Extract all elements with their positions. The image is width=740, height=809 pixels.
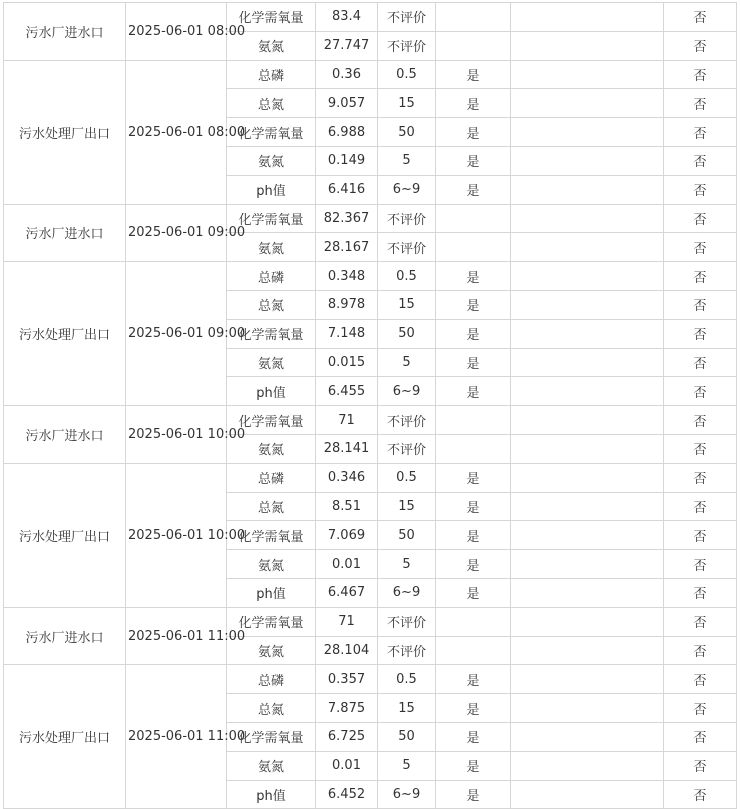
blank-cell — [511, 722, 664, 751]
blank-cell — [511, 233, 664, 262]
exceed-cell: 否 — [664, 31, 737, 60]
standard-cell: 50 — [378, 521, 436, 550]
exceed-cell: 否 — [664, 607, 737, 636]
pass-cell: 是 — [436, 175, 511, 204]
standard-cell: 5 — [378, 550, 436, 579]
table-row — [4, 204, 737, 233]
pass-cell: 是 — [436, 463, 511, 492]
pass-cell: 是 — [436, 348, 511, 377]
item-cell: 总磷 — [227, 463, 316, 492]
exceed-cell: 否 — [664, 463, 737, 492]
exceed-cell: 否 — [664, 146, 737, 175]
standard-cell: 不评价 — [378, 204, 436, 233]
pass-cell: 是 — [436, 60, 511, 89]
value-cell: 7.148 — [316, 319, 378, 348]
exceed-cell: 否 — [664, 319, 737, 348]
value-cell: 71 — [316, 607, 378, 636]
value-cell: 0.01 — [316, 550, 378, 579]
value-cell: 7.875 — [316, 694, 378, 723]
value-cell: 7.069 — [316, 521, 378, 550]
standard-cell: 不评价 — [378, 607, 436, 636]
pass-cell: 是 — [436, 751, 511, 780]
value-cell: 0.015 — [316, 348, 378, 377]
blank-cell — [511, 175, 664, 204]
pass-cell: 是 — [436, 377, 511, 406]
pass-cell: 是 — [436, 521, 511, 550]
table-row — [4, 406, 737, 435]
standard-cell: 5 — [378, 348, 436, 377]
item-cell: 总氮 — [227, 694, 316, 723]
standard-cell: 不评价 — [378, 233, 436, 262]
exceed-cell: 否 — [664, 550, 737, 579]
time-cell: 2025-06-01 08:00 — [126, 3, 227, 61]
item-cell: 氨氮 — [227, 550, 316, 579]
exceed-cell: 否 — [664, 3, 737, 32]
pass-cell: 是 — [436, 319, 511, 348]
pass-cell: 是 — [436, 146, 511, 175]
item-cell: 氨氮 — [227, 636, 316, 665]
pass-cell: 是 — [436, 290, 511, 319]
value-cell: 28.104 — [316, 636, 378, 665]
value-cell: 28.141 — [316, 434, 378, 463]
item-cell: 化学需氧量 — [227, 3, 316, 32]
value-cell: 6.455 — [316, 377, 378, 406]
exceed-cell: 否 — [664, 694, 737, 723]
pass-cell: 是 — [436, 89, 511, 118]
blank-cell — [511, 694, 664, 723]
item-cell: ph值 — [227, 377, 316, 406]
pass-cell: 是 — [436, 722, 511, 751]
standard-cell: 不评价 — [378, 3, 436, 32]
exceed-cell: 否 — [664, 262, 737, 291]
exceed-cell: 否 — [664, 118, 737, 147]
value-cell: 0.348 — [316, 262, 378, 291]
item-cell: 化学需氧量 — [227, 406, 316, 435]
item-cell: 氨氮 — [227, 751, 316, 780]
exceed-cell: 否 — [664, 665, 737, 694]
exceed-cell: 否 — [664, 377, 737, 406]
standard-cell: 0.5 — [378, 665, 436, 694]
standard-cell: 0.5 — [378, 463, 436, 492]
standard-cell: 15 — [378, 89, 436, 118]
time-cell: 2025-06-01 08:00 — [126, 60, 227, 204]
pass-cell: 是 — [436, 694, 511, 723]
exceed-cell: 否 — [664, 233, 737, 262]
site-cell: 污水处理厂出口 — [4, 60, 126, 204]
blank-cell — [511, 463, 664, 492]
standard-cell: 50 — [378, 722, 436, 751]
value-cell: 28.167 — [316, 233, 378, 262]
value-cell: 6.467 — [316, 578, 378, 607]
blank-cell — [511, 665, 664, 694]
item-cell: ph值 — [227, 578, 316, 607]
blank-cell — [511, 550, 664, 579]
item-cell: 氨氮 — [227, 348, 316, 377]
exceed-cell: 否 — [664, 204, 737, 233]
value-cell: 0.36 — [316, 60, 378, 89]
pass-cell: 是 — [436, 780, 511, 809]
item-cell: 化学需氧量 — [227, 118, 316, 147]
exceed-cell: 否 — [664, 89, 737, 118]
blank-cell — [511, 146, 664, 175]
pass-cell: 是 — [436, 550, 511, 579]
site-cell: 污水厂进水口 — [4, 204, 126, 262]
exceed-cell: 否 — [664, 636, 737, 665]
table-row — [4, 262, 737, 291]
value-cell: 0.346 — [316, 463, 378, 492]
standard-cell: 6~9 — [378, 578, 436, 607]
blank-cell — [511, 607, 664, 636]
standard-cell: 0.5 — [378, 60, 436, 89]
blank-cell — [511, 31, 664, 60]
item-cell: 氨氮 — [227, 146, 316, 175]
time-cell: 2025-06-01 09:00 — [126, 204, 227, 262]
value-cell: 0.01 — [316, 751, 378, 780]
exceed-cell: 否 — [664, 175, 737, 204]
site-cell: 污水处理厂出口 — [4, 665, 126, 809]
time-cell: 2025-06-01 11:00 — [126, 665, 227, 809]
item-cell: 总氮 — [227, 492, 316, 521]
value-cell: 83.4 — [316, 3, 378, 32]
exceed-cell: 否 — [664, 348, 737, 377]
site-cell: 污水厂进水口 — [4, 406, 126, 464]
standard-cell: 5 — [378, 751, 436, 780]
item-cell: 化学需氧量 — [227, 204, 316, 233]
item-cell: ph值 — [227, 175, 316, 204]
exceed-cell: 否 — [664, 722, 737, 751]
blank-cell — [511, 319, 664, 348]
blank-cell — [511, 60, 664, 89]
standard-cell: 不评价 — [378, 31, 436, 60]
standard-cell: 15 — [378, 290, 436, 319]
blank-cell — [511, 780, 664, 809]
standard-cell: 50 — [378, 319, 436, 348]
standard-cell: 6~9 — [378, 175, 436, 204]
exceed-cell: 否 — [664, 492, 737, 521]
blank-cell — [511, 751, 664, 780]
blank-cell — [511, 118, 664, 147]
standard-cell: 不评价 — [378, 636, 436, 665]
blank-cell — [511, 578, 664, 607]
item-cell: 总氮 — [227, 290, 316, 319]
exceed-cell: 否 — [664, 751, 737, 780]
standard-cell: 不评价 — [378, 406, 436, 435]
value-cell: 82.367 — [316, 204, 378, 233]
pass-cell — [436, 3, 511, 32]
exceed-cell: 否 — [664, 434, 737, 463]
value-cell: 6.988 — [316, 118, 378, 147]
site-cell: 污水厂进水口 — [4, 3, 126, 61]
site-cell: 污水处理厂出口 — [4, 262, 126, 406]
exceed-cell: 否 — [664, 290, 737, 319]
value-cell: 0.149 — [316, 146, 378, 175]
standard-cell: 6~9 — [378, 780, 436, 809]
exceed-cell: 否 — [664, 406, 737, 435]
standard-cell: 15 — [378, 492, 436, 521]
standard-cell: 0.5 — [378, 262, 436, 291]
exceed-cell: 否 — [664, 578, 737, 607]
pass-cell — [436, 636, 511, 665]
time-cell: 2025-06-01 10:00 — [126, 463, 227, 607]
table-row — [4, 60, 737, 89]
pass-cell — [436, 607, 511, 636]
pass-cell — [436, 233, 511, 262]
site-cell: 污水处理厂出口 — [4, 463, 126, 607]
time-cell: 2025-06-01 10:00 — [126, 406, 227, 464]
time-cell: 2025-06-01 11:00 — [126, 607, 227, 665]
item-cell: 总磷 — [227, 262, 316, 291]
blank-cell — [511, 406, 664, 435]
value-cell: 0.357 — [316, 665, 378, 694]
item-cell: ph值 — [227, 780, 316, 809]
exceed-cell: 否 — [664, 60, 737, 89]
table-row — [4, 3, 737, 32]
exceed-cell: 否 — [664, 780, 737, 809]
item-cell: 化学需氧量 — [227, 722, 316, 751]
pass-cell: 是 — [436, 665, 511, 694]
value-cell: 71 — [316, 406, 378, 435]
blank-cell — [511, 204, 664, 233]
blank-cell — [511, 89, 664, 118]
table-body — [4, 3, 737, 809]
value-cell: 9.057 — [316, 89, 378, 118]
item-cell: 总磷 — [227, 60, 316, 89]
item-cell: 氨氮 — [227, 233, 316, 262]
pass-cell: 是 — [436, 118, 511, 147]
standard-cell: 5 — [378, 146, 436, 175]
pass-cell: 是 — [436, 492, 511, 521]
item-cell: 总磷 — [227, 665, 316, 694]
blank-cell — [511, 290, 664, 319]
standard-cell: 50 — [378, 118, 436, 147]
pass-cell — [436, 434, 511, 463]
item-cell: 化学需氧量 — [227, 607, 316, 636]
pass-cell: 是 — [436, 262, 511, 291]
standard-cell: 15 — [378, 694, 436, 723]
value-cell: 6.452 — [316, 780, 378, 809]
standard-cell: 6~9 — [378, 377, 436, 406]
item-cell: 化学需氧量 — [227, 319, 316, 348]
table-row — [4, 463, 737, 492]
pass-cell — [436, 31, 511, 60]
pass-cell — [436, 204, 511, 233]
item-cell: 氨氮 — [227, 31, 316, 60]
pass-cell: 是 — [436, 578, 511, 607]
exceed-cell: 否 — [664, 521, 737, 550]
blank-cell — [511, 3, 664, 32]
value-cell: 27.747 — [316, 31, 378, 60]
site-cell: 污水厂进水口 — [4, 607, 126, 665]
value-cell: 6.416 — [316, 175, 378, 204]
blank-cell — [511, 377, 664, 406]
monitoring-table — [3, 2, 737, 809]
table-row — [4, 665, 737, 694]
value-cell: 8.51 — [316, 492, 378, 521]
pass-cell — [436, 406, 511, 435]
value-cell: 8.978 — [316, 290, 378, 319]
time-cell: 2025-06-01 09:00 — [126, 262, 227, 406]
blank-cell — [511, 492, 664, 521]
blank-cell — [511, 636, 664, 665]
blank-cell — [511, 348, 664, 377]
item-cell: 化学需氧量 — [227, 521, 316, 550]
blank-cell — [511, 262, 664, 291]
item-cell: 总氮 — [227, 89, 316, 118]
blank-cell — [511, 434, 664, 463]
item-cell: 氨氮 — [227, 434, 316, 463]
table-row — [4, 607, 737, 636]
standard-cell: 不评价 — [378, 434, 436, 463]
value-cell: 6.725 — [316, 722, 378, 751]
blank-cell — [511, 521, 664, 550]
